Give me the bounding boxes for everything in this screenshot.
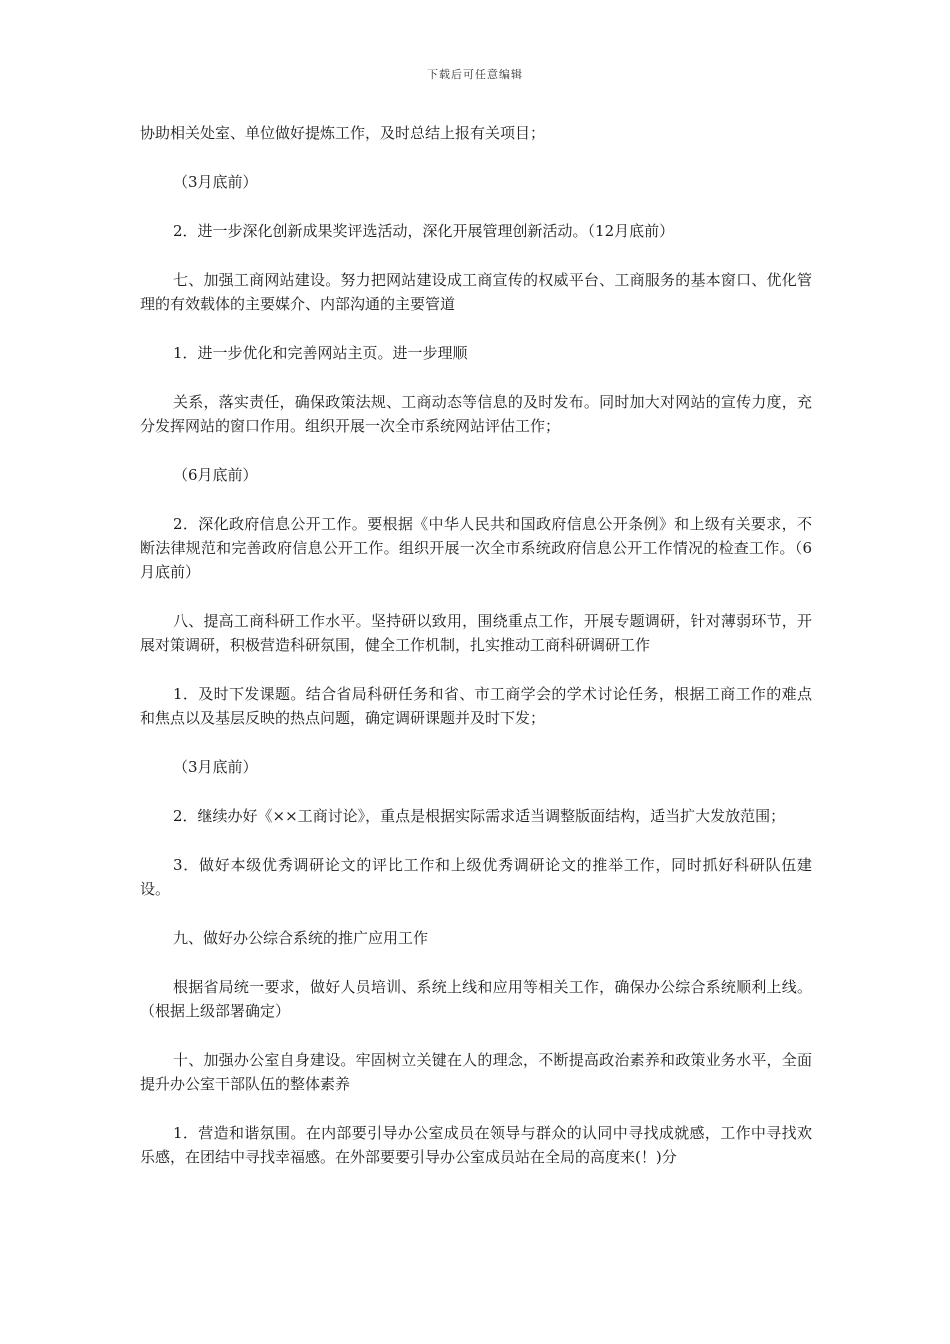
paragraph: 根据省局统一要求，做好人员培训、系统上线和应用等相关工作，确保办公综合系统顺利上线。（根据上级部署确定） — [140, 978, 812, 1020]
paragraph: 3．做好本级优秀调研论文的评比工作和上级优秀调研论文的推举工作，同时抓好科研队伍建设。 — [140, 856, 812, 898]
paragraph: 1．及时下发课题。结合省局科研任务和省、市工商学会的学术讨论任务，根据工商工作的难点和焦点以及基层反映的热点问题，确定调研课题并及时下发； — [140, 685, 812, 727]
section-heading: 七、加强工商网站建设。努力把网站建设成工商宣传的权威平台、工商服务的基本窗口、优化管理的有效载体的主要媒介、内部沟通的主要管道 — [140, 271, 812, 313]
paragraph: 2．进一步深化创新成果奖评选活动，深化开展管理创新活动。（12月底前） — [173, 222, 675, 240]
paragraph: 关系，落实责任，确保政策法规、工商动态等信息的及时发布。同时加大对网站的宣传力度，充分发挥网站的窗口作用。组织开展一次全市系统网站评估工作； — [140, 393, 812, 435]
paragraph: 1．进一步优化和完善网站主页。进一步理顺 — [173, 344, 468, 362]
section-heading: 十、加强办公室自身建设。牢固树立关键在人的理念，不断提高政治素养和政策业务水平，全面提升办公室干部队伍的整体素养 — [140, 1051, 812, 1093]
page-header: 下载后可任意编辑 — [427, 68, 523, 81]
section-heading: 八、提高工商科研工作水平。坚持研以致用，围绕重点工作，开展专题调研，针对薄弱环节，开展对策调研，积极营造科研氛围，健全工作机制，扎实推动工商科研调研工作 — [140, 612, 812, 654]
paragraph: （6月底前） — [173, 466, 258, 484]
section-heading: 九、做好办公综合系统的推广应用工作 — [173, 929, 429, 947]
paragraph: （3月底前） — [173, 173, 258, 191]
paragraph: 2．继续办好《××工商讨论》，重点是根据实际需求适当调整版面结构，适当扩大发放范围； — [173, 807, 786, 825]
paragraph: （3月底前） — [173, 758, 258, 776]
paragraph: 1．营造和谐氛围。在内部要引导办公室成员在领导与群众的认同中寻找成就感，工作中寻找欢乐感，在团结中寻找幸福感。在外部要要引导办公室成员站在全局的高度来(！)分 — [140, 1124, 812, 1166]
paragraph: 协助相关处室、单位做好提炼工作，及时总结上报有关项目； — [140, 124, 546, 142]
document-body — [140, 121, 812, 1194]
paragraph: 2．深化政府信息公开工作。要根据《中华人民共和国政府信息公开条例》和上级有关要求，不断法律规范和完善政府信息公开工作。组织开展一次全市系统政府信息公开工作情况的检查工作。（6月底前） — [140, 515, 812, 581]
